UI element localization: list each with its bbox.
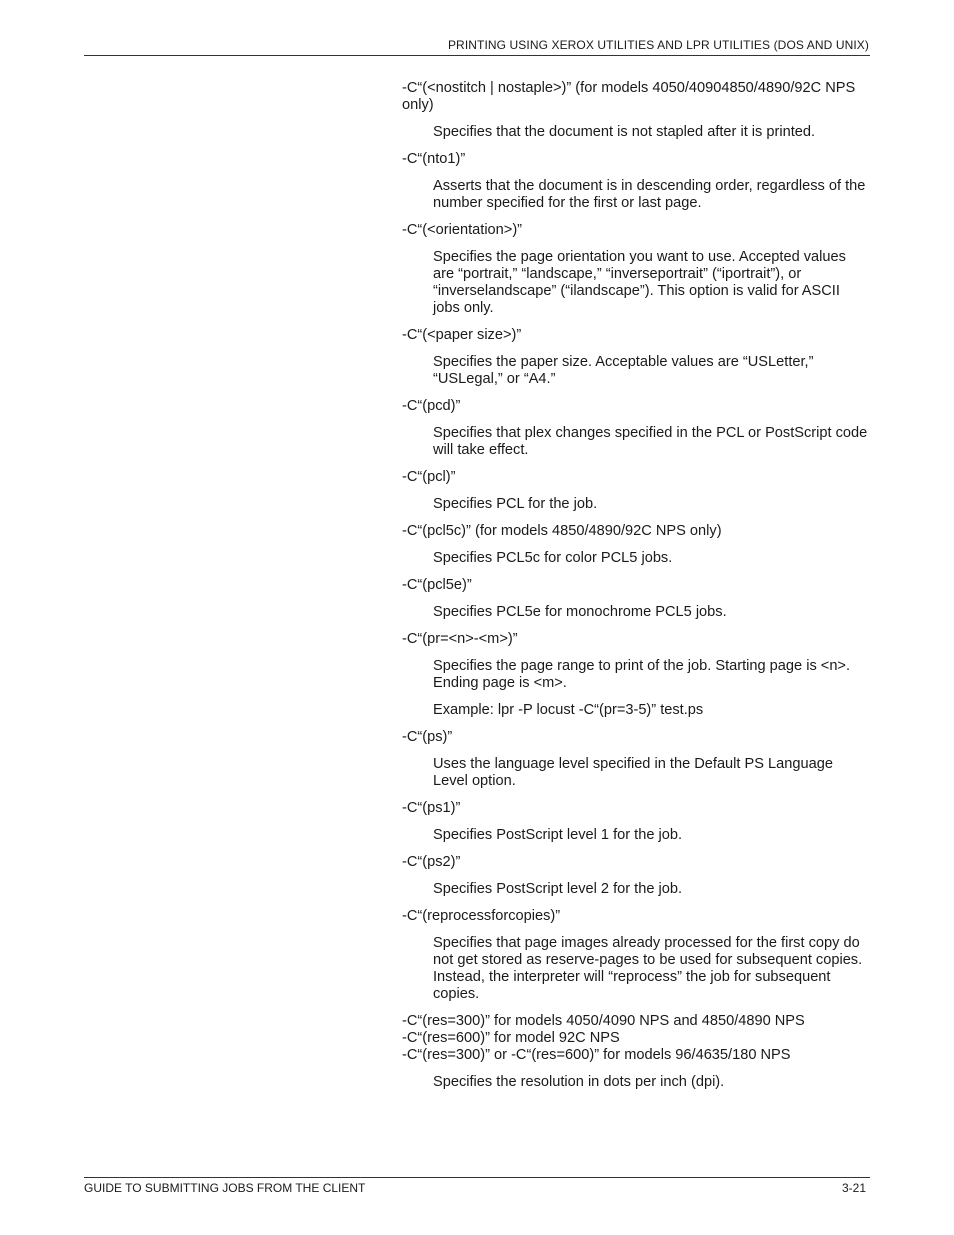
option-description: Specifies the page orientation you want to use. Accepted values are “portrait,” “landscape,” “inverseportrait” (“iportrait”), or “inverselandscape” (“ilandscape”). This option is valid for ASCII jobs only. (433, 249, 846, 316)
running-header: PRINTING USING XEROX UTILITIES AND LPR UTILITIES (DOS AND UNIX) (447, 38, 869, 52)
option-description: Specifies the paper size. Acceptable values are “USLetter,” “USLegal,” or “A4.” (433, 354, 814, 387)
option-term (402, 222, 870, 239)
page-number: 3-21 (841, 1181, 866, 1195)
option-example: Example: lpr -P locust -C“(pr=3-5)” test.ps (433, 702, 704, 718)
option-term-line: -C“(pcl5e)” (402, 577, 472, 593)
option-term-line: -C“(res=600)” for model 92C NPS (402, 1030, 620, 1046)
option-term (402, 631, 870, 648)
option-term-line: -C“(ps2)” (402, 854, 461, 870)
option-description: Asserts that the document is in descending order, regardless of the number specified for the first or last page. (433, 178, 866, 211)
option-description: Uses the language level specified in the Default PS Language Level option. (433, 756, 833, 789)
option-term (402, 151, 870, 168)
option-term (402, 577, 870, 594)
option-term-line: -C“(<orientation>)” (402, 222, 523, 238)
option-term (402, 327, 870, 344)
option-term (402, 729, 870, 746)
option-term-line: -C“(reprocessforcopies)” (402, 908, 561, 924)
option-description: Specifies the page range to print of the job. Starting page is <n>. Ending page is <m>. (433, 658, 851, 691)
option-description: Specifies that plex changes specified in the PCL or PostScript code will take effect. (433, 425, 868, 458)
option-term (402, 1013, 870, 1064)
footer-guide-title: GUIDE TO SUBMITTING JOBS FROM THE CLIENT (84, 1181, 366, 1195)
header-rule (84, 55, 870, 56)
option-term (402, 800, 870, 817)
option-term-line: -C“(pcd)” (402, 398, 461, 414)
option-description: Specifies PostScript level 1 for the job. (433, 827, 683, 843)
option-term-line: -C“(<paper size>)” (402, 327, 522, 343)
option-term-line: -C“(res=300)” for models 4050/4090 NPS and 4850/4890 NPS (402, 1013, 805, 1029)
option-description: Specifies PCL5e for monochrome PCL5 jobs. (433, 604, 727, 620)
footer-rule (84, 1177, 870, 1178)
option-term-line: -C“(nto1)” (402, 151, 466, 167)
option-term-line: -C“(<nostitch | nostaple>)” (for models 4050/40904850/4890/92C NPS only) (402, 80, 856, 113)
option-term (402, 854, 870, 871)
option-term-line: -C“(pr=<n>-<m>)” (402, 631, 518, 647)
option-description: Specifies PostScript level 2 for the job. (433, 881, 683, 897)
option-term-line: -C“(ps1)” (402, 800, 461, 816)
option-term (402, 398, 870, 415)
option-term-line: -C“(pcl5c)” (for models 4850/4890/92C NPS only) (402, 523, 722, 539)
option-term (402, 908, 870, 925)
option-term-line: -C“(ps)” (402, 729, 453, 745)
option-term-line: -C“(pcl)” (402, 469, 456, 485)
option-term-line: -C“(res=300)” or -C“(res=600)” for models 96/4635/180 NPS (402, 1047, 791, 1063)
option-term (402, 80, 870, 114)
option-description: Specifies PCL for the job. (433, 496, 598, 512)
option-description: Specifies that page images already processed for the first copy do not get stored as reserve-pages to be used for subsequent copies. Instead, the interpreter will “reprocess” the job for subsequent copies. (433, 935, 863, 1002)
option-description: Specifies the resolution in dots per inch (dpi). (433, 1074, 725, 1090)
option-list (402, 80, 870, 1101)
option-term (402, 469, 870, 486)
option-term (402, 523, 870, 540)
option-description: Specifies PCL5c for color PCL5 jobs. (433, 550, 673, 566)
option-description: Specifies that the document is not stapled after it is printed. (433, 124, 816, 140)
